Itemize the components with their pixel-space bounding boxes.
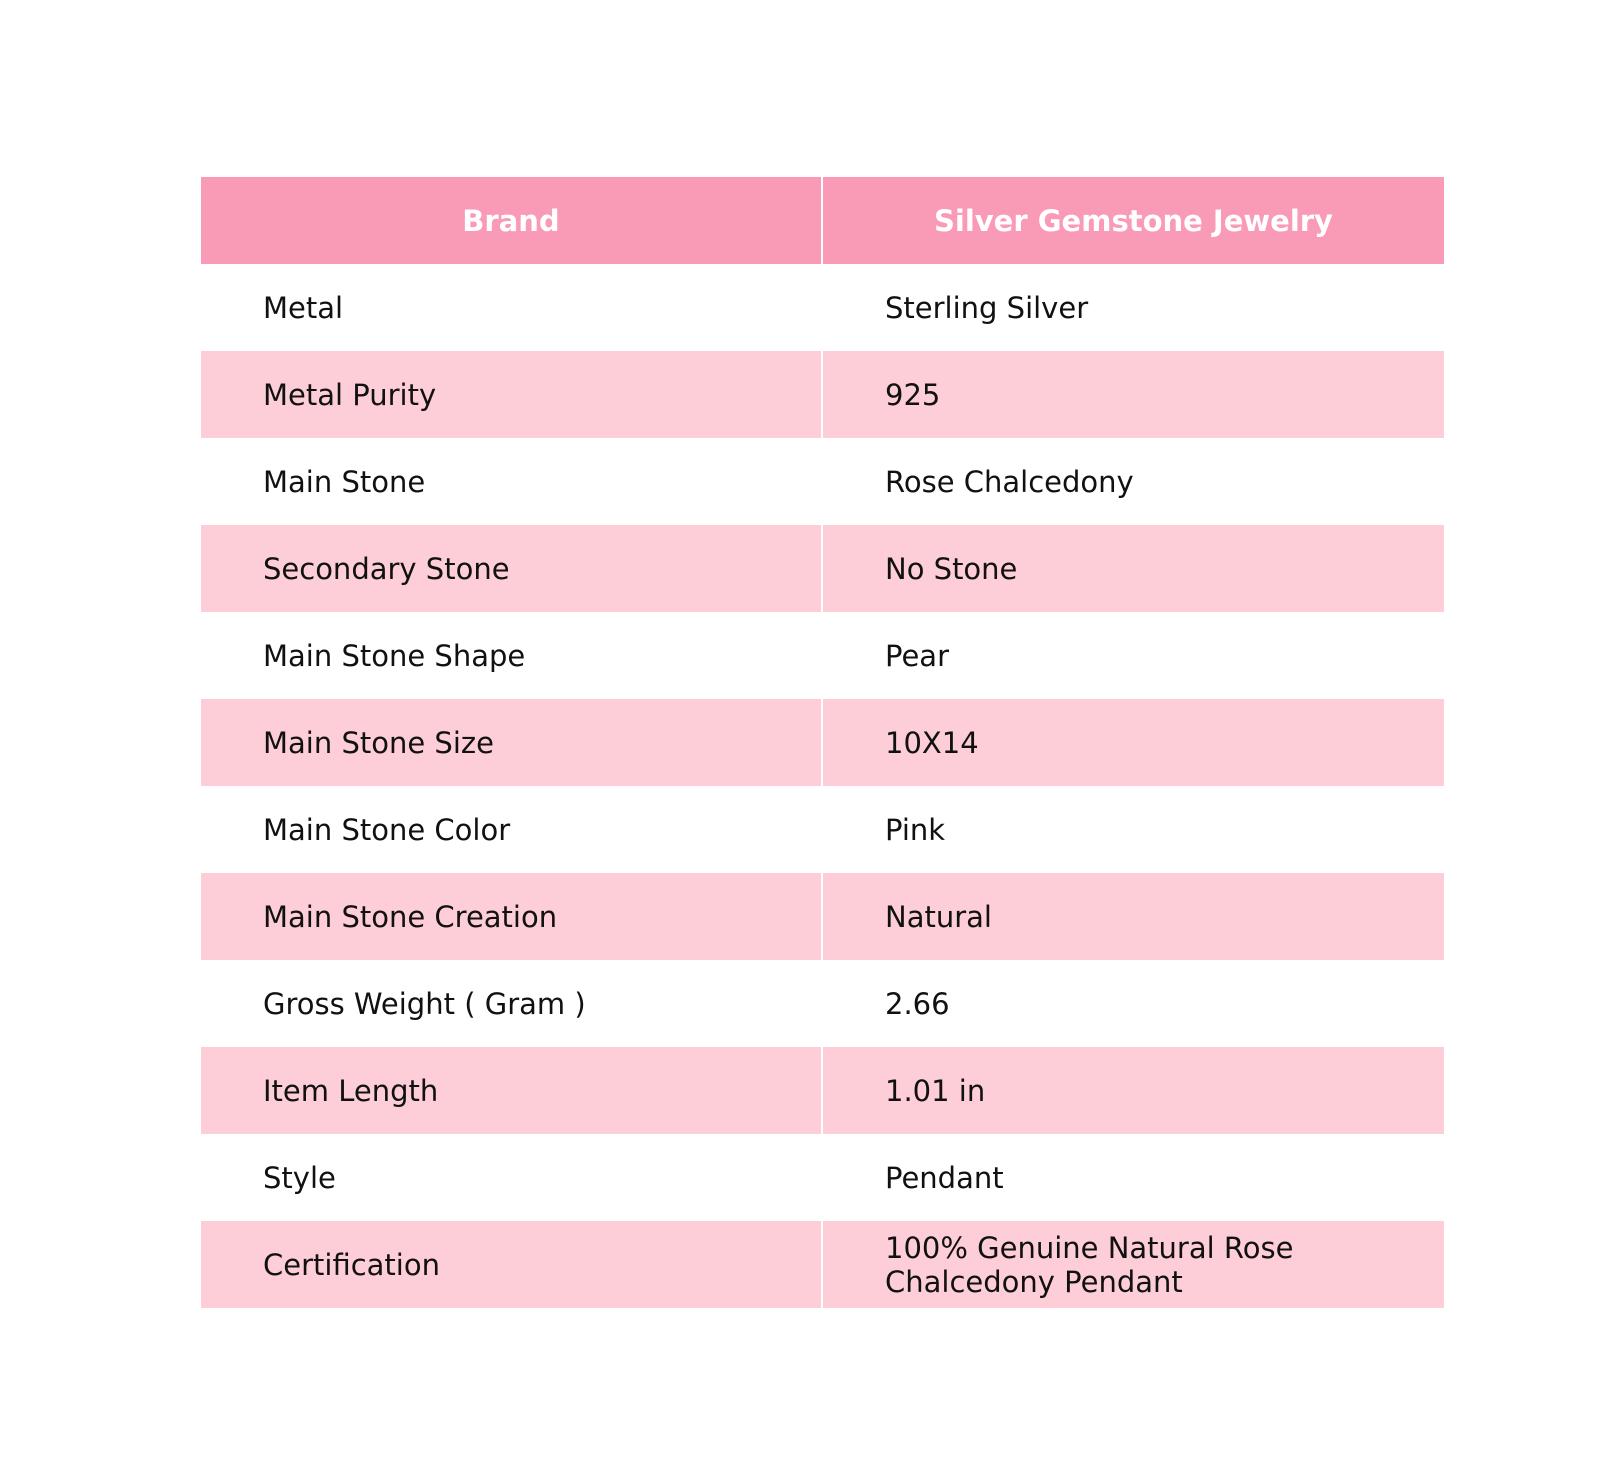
row-value-line: 100% Genuine Natural Rose (885, 1230, 1294, 1265)
table-row (201, 699, 1444, 786)
table-row (201, 1221, 1444, 1308)
table-row (201, 1134, 1444, 1221)
row-value: 1.01 in (822, 1047, 1444, 1134)
header-brand-label: Brand (201, 177, 822, 264)
row-label: Main Stone Creation (201, 873, 822, 960)
table-row (201, 873, 1444, 960)
row-label: Main Stone Shape (201, 612, 822, 699)
row-value: 2.66 (822, 960, 1444, 1047)
row-label: Main Stone Color (201, 786, 822, 873)
table-row (201, 438, 1444, 525)
table-row (201, 525, 1444, 612)
table-row (201, 612, 1444, 699)
table-row (201, 351, 1444, 438)
row-value: Pendant (822, 1134, 1444, 1221)
table-row (201, 264, 1444, 351)
row-label: Secondary Stone (201, 525, 822, 612)
row-value: Sterling Silver (822, 264, 1444, 351)
row-value: Pear (822, 612, 1444, 699)
row-label: Gross Weight ( Gram ) (201, 960, 822, 1047)
row-value: Rose Chalcedony (822, 438, 1444, 525)
row-label: Metal Purity (201, 351, 822, 438)
row-value: Natural (822, 873, 1444, 960)
row-label: Metal (201, 264, 822, 351)
row-value: No Stone (822, 525, 1444, 612)
header-brand-value: Silver Gemstone Jewelry (822, 177, 1444, 264)
row-value-line: Chalcedony Pendant (885, 1264, 1183, 1299)
row-value: Pink (822, 786, 1444, 873)
row-label: Item Length (201, 1047, 822, 1134)
table-header-row (201, 177, 1444, 264)
row-value: 10X14 (822, 699, 1444, 786)
row-value (822, 1221, 1444, 1308)
table-row (201, 1047, 1444, 1134)
table-row (201, 786, 1444, 873)
table-row (201, 960, 1444, 1047)
product-spec-table (201, 177, 1444, 1308)
row-label: Certification (201, 1221, 822, 1308)
row-label: Main Stone (201, 438, 822, 525)
row-label: Style (201, 1134, 822, 1221)
row-label: Main Stone Size (201, 699, 822, 786)
row-value: 925 (822, 351, 1444, 438)
